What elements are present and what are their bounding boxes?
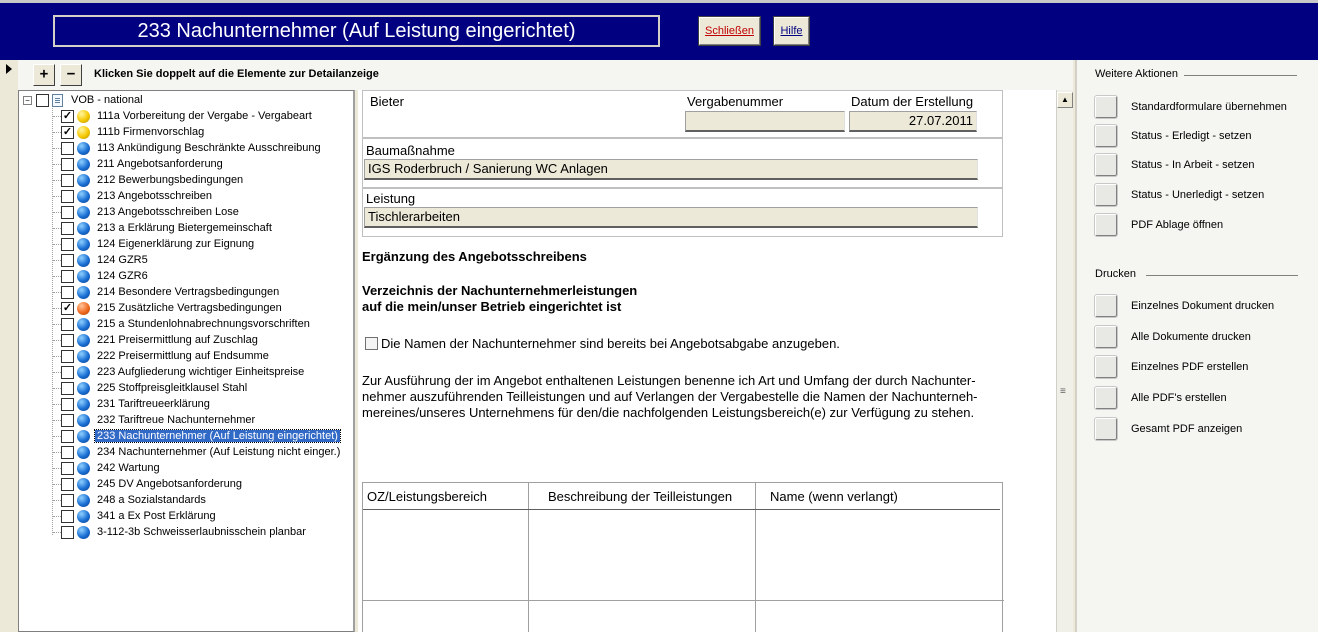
- tree-connector-line: [53, 388, 61, 389]
- tree-item-checkbox[interactable]: [61, 398, 74, 411]
- action-drucken-2[interactable]: [1095, 356, 1248, 378]
- action-label: Status - In Arbeit - setzen: [1131, 159, 1255, 171]
- tree-item-checkbox[interactable]: [61, 238, 74, 251]
- action-button[interactable]: [1095, 96, 1117, 118]
- table-row-rule: [363, 600, 1004, 601]
- tree-item-checkbox[interactable]: [61, 206, 74, 219]
- datum-label: Datum der Erstellung: [851, 94, 974, 109]
- tree-connector-line: [53, 532, 61, 533]
- status-orange-icon: [77, 302, 90, 315]
- tree-item-checkbox[interactable]: [61, 174, 74, 187]
- action-label: Einzelnes PDF erstellen: [1131, 361, 1249, 373]
- tree-item-checkbox[interactable]: [61, 254, 74, 267]
- table-column-divider: [528, 483, 529, 632]
- action-button[interactable]: [1095, 387, 1117, 409]
- table-header-oz: OZ/Leistungsbereich: [367, 489, 487, 504]
- tree-connector-line: [53, 196, 61, 197]
- tree-item[interactable]: [61, 364, 306, 380]
- tree-item-checkbox[interactable]: [61, 430, 74, 443]
- action-drucken-1[interactable]: [1095, 326, 1251, 348]
- form-area: [358, 90, 1056, 632]
- tree-item-label[interactable]: 211 Angebotsanforderung: [97, 158, 223, 170]
- action-button[interactable]: [1095, 326, 1117, 348]
- tree-connector-line: [53, 244, 61, 245]
- tree-item-checkbox[interactable]: [61, 158, 74, 171]
- tree-item-label[interactable]: 234 Nachunternehmer (Auf Leistung nicht einger.): [97, 446, 341, 458]
- tree-item[interactable]: [61, 476, 244, 492]
- action-button[interactable]: [1095, 125, 1117, 147]
- action-weitere-3[interactable]: [1095, 184, 1264, 206]
- status-blue-icon: [77, 190, 90, 203]
- tree-item-checkbox[interactable]: [61, 318, 74, 331]
- tree-connector-line: [53, 452, 61, 453]
- action-label: PDF Ablage öffnen: [1131, 219, 1224, 231]
- tree-item[interactable]: [61, 172, 245, 188]
- status-blue-icon: [77, 206, 90, 219]
- tree-item-label[interactable]: 113 Ankündigung Beschränkte Ausschreibung: [97, 142, 321, 154]
- tree-item-label[interactable]: 215 Zusätzliche Vertragsbedingungen: [97, 302, 282, 314]
- status-blue-icon: [77, 382, 90, 395]
- tree-root[interactable]: [23, 92, 145, 108]
- status-blue-icon: [77, 462, 90, 475]
- tree-item-label[interactable]: 248 a Sozialstandards: [97, 494, 206, 506]
- action-label: Alle Dokumente drucken: [1131, 331, 1251, 343]
- tree-connector-line: [53, 292, 61, 293]
- group-divider: [1146, 275, 1298, 276]
- paragraph-line1: Zur Ausführung der im Angebot enthaltenen Leistungen benenne ich Art und Umfang der durch Nachunter-: [362, 373, 976, 388]
- tree-item[interactable]: [61, 444, 342, 460]
- tree-connector-line: [53, 148, 61, 149]
- tree-item-label[interactable]: 214 Besondere Vertragsbedingungen: [97, 286, 280, 298]
- tree-item-checkbox[interactable]: [61, 350, 74, 363]
- record-pointer-icon: [6, 64, 12, 74]
- collapse-all-button[interactable]: −: [60, 64, 82, 86]
- tree-item[interactable]: [61, 428, 340, 444]
- status-blue-icon: [77, 494, 90, 507]
- tree-item-checkbox[interactable]: [61, 478, 74, 491]
- tree-item-checkbox[interactable]: [61, 462, 74, 475]
- tree-connector-line: [53, 500, 61, 501]
- tree-item-checkbox[interactable]: [61, 526, 74, 539]
- tree-connector-line: [53, 228, 61, 229]
- tree-item-label[interactable]: 124 Eigenerklärung zur Eignung: [97, 238, 255, 250]
- action-label: Standardformulare übernehmen: [1131, 101, 1287, 113]
- help-button[interactable]: Hilfe: [774, 17, 809, 45]
- tree-item[interactable]: [61, 316, 312, 332]
- status-blue-icon: [77, 318, 90, 331]
- tree-item[interactable]: [61, 204, 241, 220]
- tree-item-label[interactable]: 232 Tariftreue Nachunternehmer: [97, 414, 256, 426]
- tree-item-label[interactable]: 231 Tariftreueerklärung: [97, 398, 210, 410]
- vergabenummer-label: Vergabenummer: [687, 94, 784, 109]
- tree-connector-line: [53, 404, 61, 405]
- status-blue-icon: [77, 526, 90, 539]
- tree-connector-line: [53, 516, 61, 517]
- tree-item-label[interactable]: 111a Vorbereitung der Vergabe - Vergabeart: [97, 110, 312, 122]
- leistung-field[interactable]: Tischlerarbeiten: [364, 207, 978, 228]
- tree-connector-line: [53, 324, 61, 325]
- tree-item[interactable]: [61, 252, 150, 268]
- paragraph-line3: mereines/unseres Unternehmens für den/die nachfolgenden Leistungsbereich(e) zur Verfügung zu stehen.: [362, 405, 975, 420]
- nachunternehmer-table: [362, 482, 1003, 632]
- tree-item-checkbox[interactable]: [61, 446, 74, 459]
- verzeichnis-heading-line2: auf die mein/unser Betrieb eingerichtet ist: [362, 299, 622, 314]
- tree-connector-line: [53, 212, 61, 213]
- status-blue-icon: [77, 286, 90, 299]
- tree-item-label[interactable]: 124 GZR5: [97, 254, 148, 266]
- action-drucken-3[interactable]: [1095, 387, 1227, 409]
- tree-item-checkbox[interactable]: ✓: [62, 125, 73, 138]
- tree-item-checkbox[interactable]: [61, 382, 74, 395]
- tree-item[interactable]: [61, 124, 206, 140]
- tree-item-label[interactable]: 222 Preisermittlung auf Endsumme: [97, 350, 269, 362]
- action-weitere-4[interactable]: [1095, 214, 1223, 236]
- status-blue-icon: [77, 158, 90, 171]
- status-blue-icon: [77, 478, 90, 491]
- status-blue-icon: [77, 254, 90, 267]
- action-weitere-0[interactable]: [1095, 96, 1287, 118]
- baumassnahme-label: Baumaßnahme: [366, 143, 455, 158]
- tree-connector-line: [53, 260, 61, 261]
- action-button[interactable]: [1095, 214, 1117, 236]
- tree-item-checkbox[interactable]: [61, 270, 74, 283]
- tree-item-checkbox[interactable]: [61, 510, 74, 523]
- tree-item-checkbox[interactable]: [61, 334, 74, 347]
- tree-connector-line: [53, 356, 61, 357]
- action-drucken-4[interactable]: [1095, 418, 1242, 440]
- action-drucken-0[interactable]: [1095, 295, 1274, 317]
- tree-connector-line: [53, 132, 61, 133]
- tree-item-label[interactable]: 215 a Stundenlohnabrechnungsvorschriften: [97, 318, 310, 330]
- status-blue-icon: [77, 174, 90, 187]
- tree-item[interactable]: [61, 380, 249, 396]
- action-button[interactable]: [1095, 418, 1117, 440]
- tree-item-checkbox[interactable]: [61, 190, 74, 203]
- tree-item-label[interactable]: 221 Preisermittlung auf Zuschlag: [97, 334, 258, 346]
- tree-item-label[interactable]: 124 GZR6: [97, 270, 148, 282]
- paragraph-line2: nehmer auszuführenden Teilleistungen und auf Verlangen der Vergabestelle die Namen der Nachunterneh-: [362, 389, 978, 404]
- actions-panel: [1075, 60, 1318, 632]
- tree-connector-line: [53, 484, 61, 485]
- status-blue-icon: [77, 446, 90, 459]
- tree-connector-line: [53, 276, 61, 277]
- expand-all-button[interactable]: +: [33, 64, 55, 86]
- scroll-up-icon[interactable]: ▲: [1057, 92, 1073, 108]
- tree-item[interactable]: [61, 220, 274, 236]
- close-button[interactable]: Schließen: [699, 17, 760, 45]
- action-button[interactable]: [1095, 154, 1117, 176]
- tree-item[interactable]: [61, 284, 281, 300]
- tree-connector-line: [53, 468, 61, 469]
- tree-item-label[interactable]: 111b Firmenvorschlag: [97, 126, 205, 138]
- action-button[interactable]: [1095, 356, 1117, 378]
- status-blue-icon: [77, 414, 90, 427]
- tree-item-checkbox[interactable]: ✓: [62, 301, 73, 314]
- tree-connector-line: [53, 420, 61, 421]
- status-blue-icon: [77, 430, 90, 443]
- status-yellow-icon: [77, 126, 90, 139]
- document-tree[interactable]: [18, 90, 355, 632]
- tree-connector-line: [53, 372, 61, 373]
- action-weitere-1[interactable]: [1095, 125, 1251, 147]
- leistung-label: Leistung: [366, 191, 416, 206]
- scroll-grip-icon[interactable]: ≡: [1060, 386, 1066, 397]
- title-bar: [0, 0, 1318, 60]
- left-gutter: [0, 60, 18, 632]
- status-blue-icon: [77, 334, 90, 347]
- tree-toolbar: [18, 60, 1073, 90]
- vergabenummer-field[interactable]: [685, 111, 845, 132]
- weitere-aktionen-title: Weitere Aktionen: [1095, 68, 1178, 80]
- tree-connector-line: [53, 116, 61, 117]
- tree-item-label[interactable]: 223 Aufgliederung wichtiger Einheitspreise: [97, 366, 305, 378]
- action-button[interactable]: [1095, 184, 1117, 206]
- group-divider: [1184, 75, 1297, 76]
- status-blue-icon: [77, 350, 90, 363]
- tree-item[interactable]: [61, 140, 323, 156]
- tree-item[interactable]: [61, 108, 314, 124]
- table-header-beschreibung: Beschreibung der Teilleistungen: [548, 489, 733, 504]
- tree-item-checkbox[interactable]: ✓: [62, 109, 73, 122]
- action-label: Gesamt PDF anzeigen: [1131, 423, 1243, 435]
- tree-item-label[interactable]: 212 Bewerbungsbedingungen: [97, 174, 244, 186]
- status-blue-icon: [77, 398, 90, 411]
- tree-item-checkbox[interactable]: [61, 494, 74, 507]
- tree-item-checkbox[interactable]: [61, 286, 74, 299]
- bieter-label: Bieter: [370, 94, 404, 109]
- tree-item[interactable]: [61, 332, 260, 348]
- tree-connector-line: [53, 164, 61, 165]
- tree-item[interactable]: [61, 268, 150, 284]
- status-blue-icon: [77, 366, 90, 379]
- tree-item-label[interactable]: 225 Stoffpreisgleitklausel Stahl: [97, 382, 248, 394]
- tree-item-label[interactable]: 341 a Ex Post Erklärung: [97, 510, 216, 522]
- datum-field[interactable]: 27.07.2011: [849, 111, 977, 132]
- tree-item[interactable]: [61, 524, 308, 540]
- tree-item[interactable]: [61, 460, 162, 476]
- tree-item[interactable]: [61, 396, 212, 412]
- namen-checkbox-label: Die Namen der Nachunternehmer sind bereits bei Angebotsabgabe anzugeben.: [381, 336, 840, 351]
- document-icon: [52, 94, 63, 107]
- action-button[interactable]: [1095, 295, 1117, 317]
- table-column-divider: [755, 483, 756, 632]
- tree-item[interactable]: [61, 156, 225, 172]
- tree-connector-line: [53, 340, 61, 341]
- tree-item-label[interactable]: 242 Wartung: [97, 462, 160, 474]
- action-label: Status - Erledigt - setzen: [1131, 130, 1252, 142]
- status-yellow-icon: [77, 110, 90, 123]
- status-blue-icon: [77, 222, 90, 235]
- toolbar-hint: Klicken Sie doppelt auf die Elemente zur Detailanzeige: [94, 68, 379, 80]
- action-label: Status - Unerledigt - setzen: [1131, 189, 1265, 201]
- tree-item[interactable]: [61, 236, 256, 252]
- drucken-title: Drucken: [1095, 268, 1136, 280]
- tree-item-label[interactable]: 213 Angebotsschreiben: [97, 190, 212, 202]
- action-label: Einzelnes Dokument drucken: [1131, 300, 1275, 312]
- tree-root-label: VOB - national: [71, 94, 143, 106]
- tree-item[interactable]: [61, 492, 208, 508]
- tree-connector-line: [53, 180, 61, 181]
- tree-item[interactable]: [61, 412, 257, 428]
- tree-connector-line: [53, 308, 61, 309]
- tree-item-label[interactable]: 3-112-3b Schweisserlaubnisschein planbar: [97, 526, 306, 538]
- tree-item-label[interactable]: 213 Angebotsschreiben Lose: [97, 206, 239, 218]
- tree-item-checkbox[interactable]: [61, 142, 74, 155]
- verzeichnis-heading-line1: Verzeichnis der Nachunternehmerleistungen: [362, 283, 638, 298]
- tree-item-label[interactable]: 233 Nachunternehmer (Auf Leistung eingerichtet): [97, 430, 338, 442]
- status-blue-icon: [77, 510, 90, 523]
- ergaenzung-heading: Ergänzung des Angebotsschreibens: [362, 249, 587, 264]
- tree-item-checkbox[interactable]: [61, 414, 74, 427]
- tree-item-label[interactable]: 213 a Erklärung Bietergemeinschaft: [97, 222, 272, 234]
- status-blue-icon: [77, 238, 90, 251]
- tree-item-label[interactable]: 245 DV Angebotsanforderung: [97, 478, 242, 490]
- tree-item[interactable]: [61, 348, 271, 364]
- tree-item-checkbox[interactable]: [61, 366, 74, 379]
- tree-item[interactable]: [61, 188, 214, 204]
- status-blue-icon: [77, 142, 90, 155]
- window-title: 233 Nachunternehmer (Auf Leistung eingerichtet): [53, 15, 660, 47]
- tree-item[interactable]: [61, 508, 218, 524]
- tree-item-checkbox[interactable]: [61, 222, 74, 235]
- tree-root-checkbox[interactable]: [36, 94, 49, 107]
- tree-connector-line: [53, 436, 61, 437]
- table-header-rule: [363, 509, 1000, 510]
- status-blue-icon: [77, 270, 90, 283]
- namen-checkbox[interactable]: [365, 337, 378, 350]
- tree-item[interactable]: [61, 300, 284, 316]
- action-label: Alle PDF's erstellen: [1131, 392, 1227, 404]
- action-weitere-2[interactable]: [1095, 154, 1255, 176]
- table-header-name: Name (wenn verlangt): [770, 489, 898, 504]
- baumassnahme-field[interactable]: IGS Roderbruch / Sanierung WC Anlagen: [364, 159, 978, 180]
- minus-box-icon[interactable]: −: [23, 96, 32, 105]
- form-scrollbar[interactable]: [1056, 90, 1073, 632]
